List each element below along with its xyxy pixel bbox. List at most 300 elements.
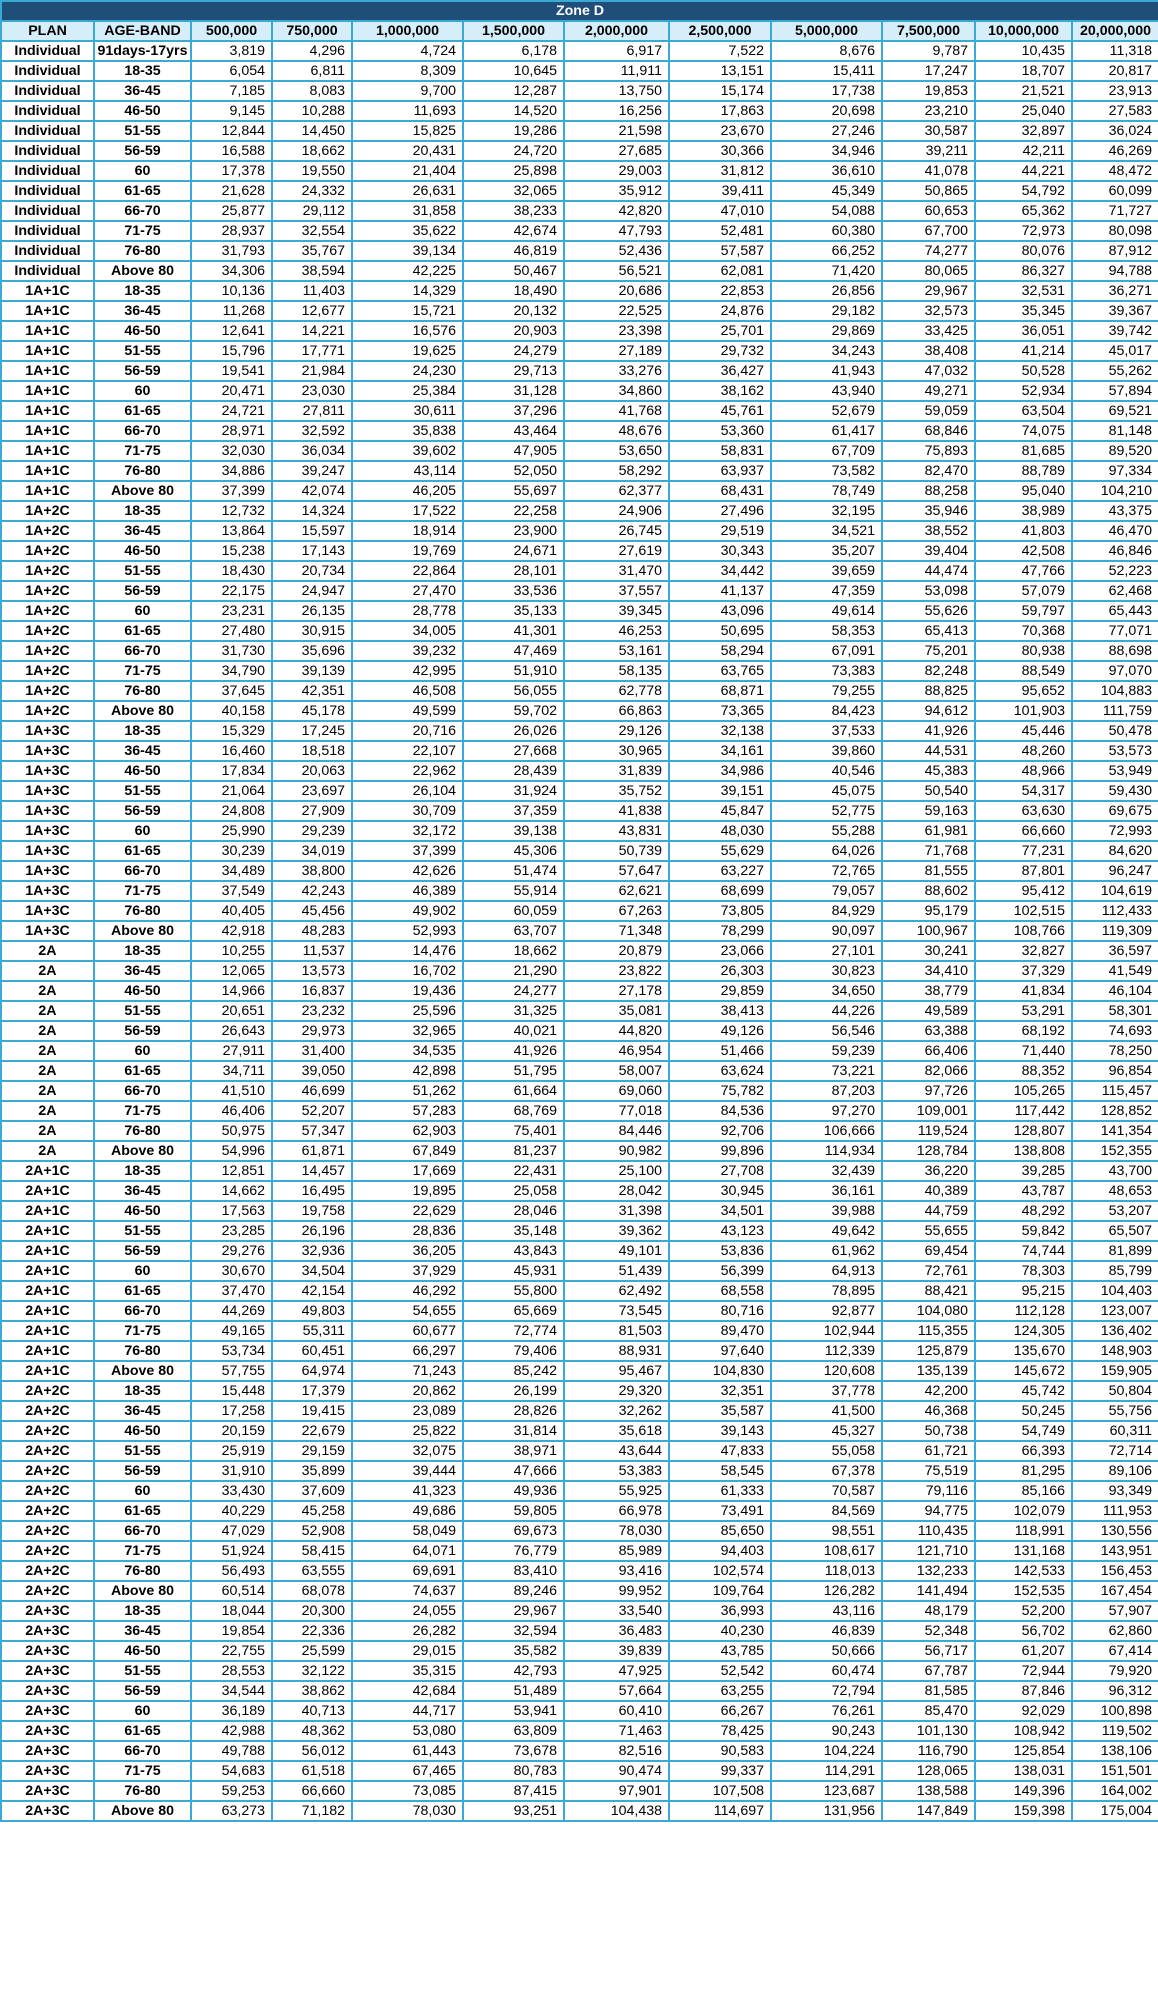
premium-cell: 9,700 [352,81,463,101]
premium-cell: 52,775 [771,801,882,821]
premium-cell: 25,596 [352,1001,463,1021]
premium-cell: 68,846 [882,421,975,441]
premium-cell: 88,698 [1072,641,1158,661]
premium-cell: 57,647 [564,861,669,881]
premium-cell: 123,687 [771,1781,882,1801]
premium-cell: 23,231 [191,601,272,621]
premium-cell: 102,515 [975,901,1072,921]
premium-cell: 47,010 [669,201,771,221]
premium-cell: 42,626 [352,861,463,881]
table-row [1,1541,1158,1561]
premium-cell: 47,766 [975,561,1072,581]
premium-cell: 30,945 [669,1181,771,1201]
table-row [1,401,1158,421]
premium-cell: 36,427 [669,361,771,381]
premium-cell: 35,899 [272,1461,352,1481]
age-band-cell: 18-35 [94,941,191,961]
premium-cell: 88,421 [882,1281,975,1301]
premium-cell: 82,470 [882,461,975,481]
premium-cell: 23,697 [272,781,352,801]
age-band-cell: 91days-17yrs [94,41,191,61]
premium-cell: 97,270 [771,1101,882,1121]
premium-cell: 40,229 [191,1501,272,1521]
premium-cell: 31,858 [352,201,463,221]
age-band-cell: 66-70 [94,1741,191,1761]
table-row [1,1221,1158,1241]
plan-cell: 1A+1C [1,321,94,341]
premium-cell: 35,345 [975,301,1072,321]
premium-cell: 23,030 [272,381,352,401]
premium-cell: 27,470 [352,581,463,601]
premium-cell: 24,876 [669,301,771,321]
premium-cell: 14,324 [272,501,352,521]
premium-cell: 35,587 [669,1401,771,1421]
premium-cell: 43,843 [463,1241,564,1261]
age-band-cell: 56-59 [94,1021,191,1041]
premium-cell: 47,905 [463,441,564,461]
age-band-cell: 76-80 [94,1341,191,1361]
premium-cell: 29,973 [272,1021,352,1041]
table-row [1,81,1158,101]
premium-cell: 73,085 [352,1781,463,1801]
premium-cell: 25,877 [191,201,272,221]
premium-cell: 75,401 [463,1121,564,1141]
premium-cell: 100,967 [882,921,975,941]
age-band-cell: 46-50 [94,761,191,781]
premium-cell: 51,439 [564,1261,669,1281]
premium-cell: 90,243 [771,1721,882,1741]
column-header-sum-insured: 5,000,000 [771,21,882,41]
premium-cell: 20,686 [564,281,669,301]
premium-cell: 39,411 [669,181,771,201]
premium-cell: 13,151 [669,61,771,81]
premium-cell: 24,671 [463,541,564,561]
premium-cell: 63,937 [669,461,771,481]
premium-cell: 45,017 [1072,341,1158,361]
premium-cell: 16,460 [191,741,272,761]
premium-cell: 74,277 [882,241,975,261]
premium-cell: 92,706 [669,1121,771,1141]
column-header-sum-insured: 10,000,000 [975,21,1072,41]
table-row [1,1581,1158,1601]
premium-cell: 62,778 [564,681,669,701]
premium-cell: 27,668 [463,741,564,761]
premium-cell: 14,476 [352,941,463,961]
premium-cell: 41,078 [882,161,975,181]
table-row [1,1801,1158,1821]
premium-cell: 31,400 [272,1041,352,1061]
premium-cell: 39,988 [771,1201,882,1221]
premium-cell: 15,721 [352,301,463,321]
premium-cell: 57,079 [975,581,1072,601]
premium-cell: 65,413 [882,621,975,641]
premium-cell: 24,720 [463,141,564,161]
premium-cell: 62,377 [564,481,669,501]
age-band-cell: 46-50 [94,1421,191,1441]
premium-cell: 39,602 [352,441,463,461]
plan-cell: 2A+3C [1,1661,94,1681]
premium-cell: 130,556 [1072,1521,1158,1541]
premium-cell: 41,214 [975,341,1072,361]
premium-cell: 112,339 [771,1341,882,1361]
premium-cell: 79,255 [771,681,882,701]
premium-cell: 30,343 [669,541,771,561]
premium-cell: 59,842 [975,1221,1072,1241]
premium-cell: 106,666 [771,1121,882,1141]
premium-cell: 20,431 [352,141,463,161]
premium-cell: 6,178 [463,41,564,61]
premium-cell: 42,225 [352,261,463,281]
premium-cell: 81,685 [975,441,1072,461]
premium-cell: 75,893 [882,441,975,461]
premium-cell: 20,300 [272,1601,352,1621]
premium-cell: 38,408 [882,341,975,361]
plan-cell: 2A+2C [1,1501,94,1521]
table-row [1,1781,1158,1801]
premium-cell: 32,592 [272,421,352,441]
premium-cell: 82,248 [882,661,975,681]
premium-cell: 50,478 [1072,721,1158,741]
table-row [1,1601,1158,1621]
age-band-cell: 56-59 [94,1681,191,1701]
premium-cell: 55,311 [272,1321,352,1341]
table-row [1,1181,1158,1201]
table-row [1,561,1158,581]
premium-cell: 43,831 [564,821,669,841]
premium-cell: 149,396 [975,1781,1072,1801]
plan-cell: 2A [1,1081,94,1101]
premium-cell: 52,436 [564,241,669,261]
premium-cell: 90,474 [564,1761,669,1781]
premium-cell: 42,674 [463,221,564,241]
premium-cell: 42,508 [975,541,1072,561]
premium-cell: 37,929 [352,1261,463,1281]
premium-cell: 45,349 [771,181,882,201]
age-band-cell: 36-45 [94,1401,191,1421]
plan-cell: 2A+2C [1,1381,94,1401]
premium-cell: 56,546 [771,1021,882,1041]
premium-cell: 93,251 [463,1801,564,1821]
premium-cell: 14,329 [352,281,463,301]
premium-cell: 17,245 [272,721,352,741]
premium-cell: 37,359 [463,801,564,821]
premium-cell: 54,996 [191,1141,272,1161]
premium-cell: 32,065 [463,181,564,201]
premium-cell: 25,701 [669,321,771,341]
premium-cell: 30,709 [352,801,463,821]
premium-cell: 36,610 [771,161,882,181]
table-row [1,1361,1158,1381]
premium-cell: 59,253 [191,1781,272,1801]
premium-cell: 23,232 [272,1001,352,1021]
zone-title-row [1,1,1158,21]
premium-cell: 89,470 [669,1321,771,1341]
table-row [1,41,1158,61]
premium-cell: 72,761 [882,1261,975,1281]
premium-cell: 25,822 [352,1421,463,1441]
premium-cell: 73,383 [771,661,882,681]
premium-cell: 125,854 [975,1741,1072,1761]
premium-cell: 28,826 [463,1401,564,1421]
premium-cell: 82,066 [882,1061,975,1081]
premium-cell: 6,917 [564,41,669,61]
premium-cell: 88,258 [882,481,975,501]
age-band-cell: 46-50 [94,1201,191,1221]
table-row [1,681,1158,701]
plan-cell: 2A+3C [1,1741,94,1761]
premium-cell: 54,792 [975,181,1072,201]
premium-cell: 50,739 [564,841,669,861]
premium-cell: 120,608 [771,1361,882,1381]
premium-cell: 47,029 [191,1521,272,1541]
table-row [1,1661,1158,1681]
premium-cell: 78,425 [669,1721,771,1741]
premium-cell: 28,042 [564,1181,669,1201]
premium-cell: 31,812 [669,161,771,181]
premium-cell: 53,207 [1072,1201,1158,1221]
premium-cell: 167,454 [1072,1581,1158,1601]
premium-cell: 31,924 [463,781,564,801]
premium-cell: 45,075 [771,781,882,801]
premium-cell: 17,834 [191,761,272,781]
premium-cell: 35,838 [352,421,463,441]
premium-cell: 119,524 [882,1121,975,1141]
premium-cell: 18,044 [191,1601,272,1621]
premium-cell: 29,869 [771,321,882,341]
premium-cell: 60,380 [771,221,882,241]
plan-cell: 1A+2C [1,561,94,581]
premium-cell: 42,988 [191,1721,272,1741]
age-band-cell: Above 80 [94,1801,191,1821]
premium-cell: 14,450 [272,121,352,141]
premium-cell: 99,337 [669,1761,771,1781]
premium-cell: 35,081 [564,1001,669,1021]
premium-cell: 24,279 [463,341,564,361]
premium-cell: 85,989 [564,1541,669,1561]
premium-cell: 29,713 [463,361,564,381]
premium-cell: 92,877 [771,1301,882,1321]
premium-cell: 14,966 [191,981,272,1001]
premium-cell: 95,179 [882,901,975,921]
premium-cell: 39,139 [272,661,352,681]
premium-cell: 52,348 [882,1621,975,1641]
premium-cell: 57,755 [191,1361,272,1381]
premium-cell: 23,398 [564,321,669,341]
premium-cell: 97,334 [1072,461,1158,481]
premium-cell: 42,074 [272,481,352,501]
plan-cell: Individual [1,121,94,141]
plan-cell: 1A+3C [1,881,94,901]
premium-cell: 69,454 [882,1241,975,1261]
premium-cell: 85,242 [463,1361,564,1381]
premium-cell: 41,926 [463,1041,564,1061]
plan-cell: 2A+2C [1,1581,94,1601]
table-row [1,701,1158,721]
premium-cell: 19,436 [352,981,463,1001]
premium-cell: 29,239 [272,821,352,841]
premium-cell: 45,742 [975,1381,1072,1401]
age-band-cell: 61-65 [94,1501,191,1521]
premium-cell: 24,906 [564,501,669,521]
age-band-cell: 60 [94,1261,191,1281]
plan-cell: Individual [1,161,94,181]
premium-cell: 59,805 [463,1501,564,1521]
premium-cell: 34,521 [771,521,882,541]
premium-cell: 28,553 [191,1661,272,1681]
premium-cell: 68,192 [975,1021,1072,1041]
premium-cell: 39,050 [272,1061,352,1081]
premium-cell: 55,800 [463,1281,564,1301]
premium-cell: 38,779 [882,981,975,1001]
premium-cell: 85,799 [1072,1261,1158,1281]
premium-cell: 33,430 [191,1481,272,1501]
premium-cell: 115,355 [882,1321,975,1341]
premium-cell: 32,965 [352,1021,463,1041]
premium-cell: 37,399 [352,841,463,861]
premium-cell: 45,306 [463,841,564,861]
premium-cell: 23,900 [463,521,564,541]
premium-cell: 40,405 [191,901,272,921]
premium-cell: 15,411 [771,61,882,81]
premium-cell: 26,643 [191,1021,272,1041]
premium-cell: 17,378 [191,161,272,181]
premium-cell: 26,196 [272,1221,352,1241]
premium-cell: 135,139 [882,1361,975,1381]
age-band-cell: 61-65 [94,1061,191,1081]
premium-cell: 34,306 [191,261,272,281]
premium-cell: 17,258 [191,1401,272,1421]
premium-cell: 23,285 [191,1221,272,1241]
premium-cell: 34,410 [882,961,975,981]
premium-cell: 19,415 [272,1401,352,1421]
premium-cell: 67,787 [882,1661,975,1681]
table-row [1,281,1158,301]
premium-cell: 57,347 [272,1121,352,1141]
premium-cell: 39,211 [882,141,975,161]
premium-cell: 30,823 [771,961,882,981]
plan-cell: 2A [1,1021,94,1041]
premium-cell: 17,563 [191,1201,272,1221]
premium-cell: 80,938 [975,641,1072,661]
premium-cell: 64,913 [771,1261,882,1281]
premium-cell: 21,064 [191,781,272,801]
age-band-cell: 46-50 [94,1641,191,1661]
premium-cell: 34,650 [771,981,882,1001]
premium-cell: 59,163 [882,801,975,821]
premium-cell: 34,243 [771,341,882,361]
premium-cell: 59,430 [1072,781,1158,801]
plan-cell: 1A+3C [1,841,94,861]
premium-cell: 29,126 [564,721,669,741]
premium-cell: 99,896 [669,1141,771,1161]
premium-cell: 62,903 [352,1121,463,1141]
age-band-cell: 36-45 [94,301,191,321]
premium-cell: 58,831 [669,441,771,461]
premium-cell: 67,414 [1072,1641,1158,1661]
premium-cell: 64,071 [352,1541,463,1561]
premium-cell: 108,617 [771,1541,882,1561]
premium-cell: 17,771 [272,341,352,361]
table-row [1,1081,1158,1101]
premium-cell: 77,071 [1072,621,1158,641]
table-row [1,1401,1158,1421]
premium-cell: 78,250 [1072,1041,1158,1061]
premium-cell: 24,332 [272,181,352,201]
table-row [1,361,1158,381]
premium-cell: 59,059 [882,401,975,421]
premium-cell: 40,158 [191,701,272,721]
premium-cell: 19,895 [352,1181,463,1201]
premium-cell: 42,793 [463,1661,564,1681]
age-band-cell: 51-55 [94,341,191,361]
premium-cell: 35,148 [463,1221,564,1241]
premium-cell: 56,702 [975,1621,1072,1641]
premium-cell: 47,833 [669,1441,771,1461]
premium-cell: 57,894 [1072,381,1158,401]
table-row [1,1441,1158,1461]
premium-cell: 29,320 [564,1381,669,1401]
premium-cell: 81,503 [564,1321,669,1341]
premium-cell: 34,535 [352,1041,463,1061]
premium-cell: 13,573 [272,961,352,981]
premium-cell: 37,329 [975,961,1072,981]
age-band-cell: 18-35 [94,1161,191,1181]
premium-cell: 19,758 [272,1201,352,1221]
premium-cell: 30,915 [272,621,352,641]
premium-cell: 25,990 [191,821,272,841]
premium-cell: 84,446 [564,1121,669,1141]
premium-cell: 80,065 [882,261,975,281]
premium-cell: 59,702 [463,701,564,721]
table-row [1,141,1158,161]
premium-cell: 87,415 [463,1781,564,1801]
premium-cell: 108,766 [975,921,1072,941]
premium-cell: 17,863 [669,101,771,121]
premium-cell: 39,367 [1072,301,1158,321]
premium-cell: 66,393 [975,1441,1072,1461]
premium-cell: 41,838 [564,801,669,821]
premium-cell: 54,683 [191,1761,272,1781]
premium-cell: 12,732 [191,501,272,521]
premium-cell: 48,966 [975,761,1072,781]
premium-cell: 48,472 [1072,161,1158,181]
premium-cell: 24,808 [191,801,272,821]
premium-cell: 80,716 [669,1301,771,1321]
column-header-sum-insured: 7,500,000 [882,21,975,41]
premium-cell: 19,286 [463,121,564,141]
premium-cell: 26,104 [352,781,463,801]
premium-cell: 41,943 [771,361,882,381]
premium-cell: 8,309 [352,61,463,81]
premium-cell: 33,425 [882,321,975,341]
table-row [1,1161,1158,1181]
premium-cell: 72,993 [1072,821,1158,841]
plan-cell: 1A+3C [1,801,94,821]
premium-cell: 141,494 [882,1581,975,1601]
plan-cell: Individual [1,181,94,201]
plan-cell: 2A+1C [1,1161,94,1181]
plan-cell: 2A [1,1141,94,1161]
premium-cell: 109,764 [669,1581,771,1601]
premium-cell: 27,685 [564,141,669,161]
age-band-cell: 66-70 [94,421,191,441]
premium-cell: 50,804 [1072,1381,1158,1401]
premium-cell: 7,522 [669,41,771,61]
premium-cell: 39,860 [771,741,882,761]
age-band-cell: 36-45 [94,81,191,101]
premium-cell: 10,288 [272,101,352,121]
premium-cell: 40,230 [669,1621,771,1641]
